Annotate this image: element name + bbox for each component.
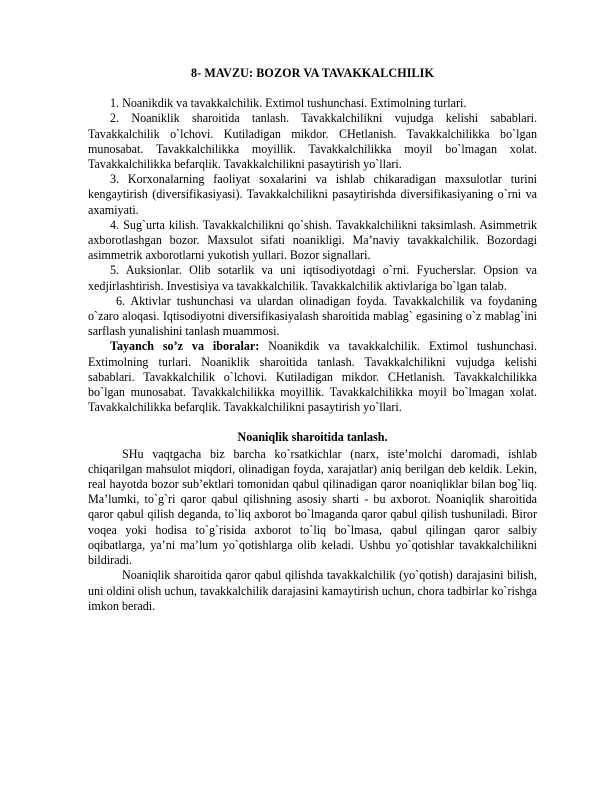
plan-item-1: 1. Noanikdik va tavakkalchilik. Extimol tushunchasi. Extimolning turlari. <box>110 96 467 111</box>
body-paragraph-2: Noaniqlik sharoitida qaror qabul qilishda tavakkalchilik (yo`qotish) darajasini bilish, uni oldini olish uchun, tavakkalchilik darajasini kamaytirish uchun, chora tadbirlar ko`rishga imkon beradi. <box>88 568 537 613</box>
document-page <box>88 66 537 614</box>
section-title: Noaniqlik sharoitida tanlash. <box>237 430 388 445</box>
plan-item-5: 5. Auksionlar. Olib sotarlik va uni iqtisodiyotdagi o`rni. Fyucherslar. Opsion va xedjirlashtirish. Investisiya va tavakkalchilik. Tavakkalchilik aktivlariga bo`lgan talab. <box>88 263 537 293</box>
keywords-paragraph <box>88 339 537 415</box>
plan-item-4: 4. Sug`urta kilish. Tavakkalchilikni qo`shish. Tavakkalchilikni taksimlash. Asimmetrik axborotlashgan bozor. Maxsulot sifati noanikligi. Ma’naviy tavakkalchilik. Bozordagi asimmetrik axborotlarni yukotish yullari. Bozor signallari. <box>88 217 537 263</box>
plan-item-6: 6. Aktivlar tushunchasi va ulardan olinadigan foyda. Tavakkalchilik va foydaning o`zaro aloqasi. Iqtisodiyotni diversifikasiyalash sharoitida mablag` egasining o`z mablag`ini sarflash yunalishini tanlash muammosi. <box>88 293 537 339</box>
keywords-label: Tayanch so’z va iboralar: <box>110 339 260 354</box>
plan-item-3: 3. Korxonalarning faoliyat soxalarini va ishlab chikaradigan maxsulotlar turini kengaytirish (diversifikasiyasi). Tavakkalchilikni pasaytirishda diversifikasiyaning o`rni va axamiyati. <box>88 172 537 217</box>
body-paragraph-1: SHu vaqtgacha biz barcha ko`rsatkichlar (narx, iste’molchi daromadi, ishlab chiqarilgan mahsulot miqdori, olinadigan foyda, xarajatlar) aniq berilgan deb keldik. Lekin, real hayotda bozor sub’ektlari tomonidan qabul qilinadigan qaror noaniqliklar bilan bog`liq. Ma’lumki, to`g`ri qaror qabul qilishning asosiy sharti - bu axborot. Noaniqlik sharoitida qaror qabul qilish deganda, to`liq axborot bo`lmaganda qaror qabul qilish tushuniladi. Biror voqea yoki hodisa to`g`risida axborot to`liq bo`lmasa, qabul qilingan qaror salbiy oqibatlarga, ya’ni ma’lum yo`qotishlarga olib keladi. Ushbu yo`qotishlar tavakkalchilikni bildiradi. <box>88 446 537 568</box>
page-title: 8- MAVZU: BOZOR VA TAVAKKALCHILIK <box>191 66 434 80</box>
plan-item-2: 2. Noaniklik sharoitida tanlash. Tavakkalchilikni vujudga kelishi sabablari. Tavakkalchilik o`lchovi. Kutiladigan mikdor. CHetlanish. Tavakkalchilikka bo`lgan munosabat. Tavakkalchilikka moyillik. Tavakkalchilikka moyil bo`lmagan xolat. Tavakkalchilikka befarqlik. Tavakkalchilikni pasaytirish yo`llari. <box>88 111 537 172</box>
keywords-text: Noanikdik va tavakkalchilik. Extimol tushunchasi. Extimolning turlari. Noaniklik sharoitida tanlash. Tavakkalchilikni vujudga kelishi sabablari. Tavakkalchilik o`lchovi. Kutiladigan mikdor. CHetlanish. Tavakkalchilikka bo`lgan munosabat. Tavakkalchilikka moyillik. Tavakkalchilikka moyil bo`lmagan xolat. Tavakkalchilikka befarqlik. Tavakkalchilikni pasaytirish yo`llari. <box>88 339 537 415</box>
